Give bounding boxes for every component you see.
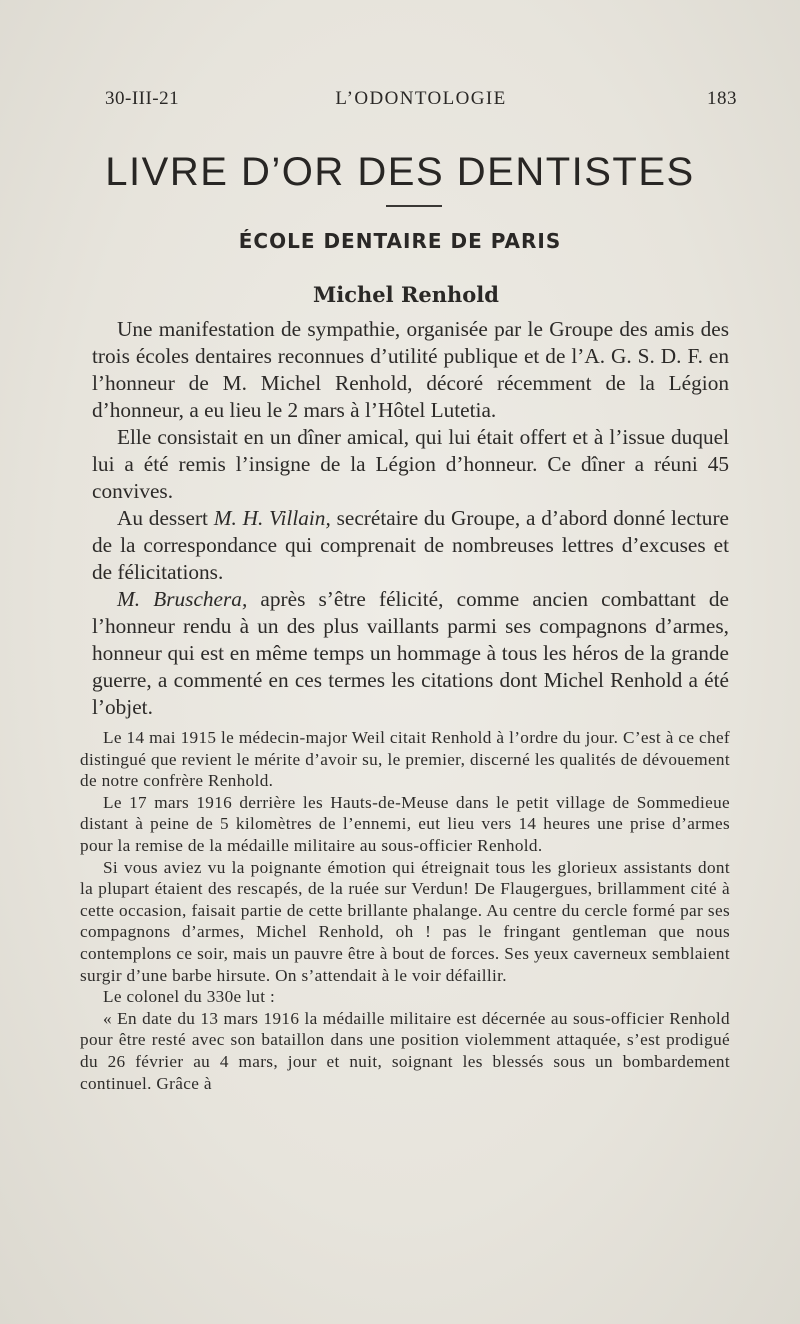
paragraph-text: après s’être félicité, comme ancien combattant de l’honneur rendu à un des plus vaillants parmi ses compagnons d’armes, honneur qui est en même temps un hommage à tous les héros de la grande guerre, a commenté en ces termes les citations dont Michel Renhold a été l’objet. xyxy=(92,587,730,719)
journal-name: L’ODONTOLOGIE xyxy=(335,88,507,109)
quote-paragraph: Si vous aviez vu la poignante émotion qui étreignait tous les glorieux assistants dont la plupart étaient des rescapés, de la ruée sur Verdun! De Flaugergues, brillamment cité à cette occasion, faisait partie de cette brillante phalange. Au centre du cercle formé par ses compagnons d’armes, Michel Renhold, oh ! pas le fringant gentleman que nous contemplons ce soir, mais un pauvre être à bout de forces. Ses yeux caverneux semblaient surgir d’une barbe hirsute. On s’attendait à le voir défaillir. xyxy=(80,857,730,985)
speaker-name: M. Bruschera, xyxy=(117,587,248,611)
paragraph-text: secrétaire du Groupe, a d’abord donné lecture de la correspondance qui comprenait de nombreuses lettres d’excuses et de félicitations. xyxy=(92,506,729,584)
section-heading: ÉCOLE DENTAIRE DE PARIS xyxy=(238,229,562,253)
quote-paragraph: Le colonel du 330e lut : xyxy=(103,987,276,1007)
paragraph-text: Elle consistait en un dîner amical, qui lui était offert et à l’issue duquel lui a été remis l’insigne de la Légion d’honneur. Ce dîner a réuni 45 convives. xyxy=(92,425,729,503)
paragraph xyxy=(92,586,729,721)
quote-paragraph: Le 14 mai 1915 le médecin-major Weil citait Renhold à l’ordre du jour. C’est à ce chef distingué que revient le mérite d’avoir su, le premier, discerné les qualités de dévouement de notre confrère Renhold. xyxy=(80,728,730,791)
subsection-heading: Michel Renhold xyxy=(313,282,499,307)
paragraph-text: Une manifestation de sympathie, organisée par le Groupe des amis des trois écoles dentaires reconnues d’utilité publique et de l’A. G. S. D. F. en l’honneur de M. Michel Renhold, décoré récemment de la Légion d’honneur, a eu lieu le 2 mars à l’Hôtel Lutetia. xyxy=(92,317,729,422)
page-title: LIVRE D’OR DES DENTISTES xyxy=(105,150,695,194)
citation-quote xyxy=(80,727,730,1094)
speaker-name: M. H. Villain, xyxy=(213,506,331,530)
paragraph xyxy=(92,316,729,424)
page-number: 183 xyxy=(707,88,737,109)
issue-date: 30-III-21 xyxy=(105,88,180,109)
running-header xyxy=(105,88,737,116)
title-divider xyxy=(386,205,442,207)
article-body xyxy=(92,316,729,721)
paragraph-lead: Au dessert xyxy=(117,506,214,530)
paragraph xyxy=(92,505,729,586)
quote-paragraph: « En date du 13 mars 1916 la médaille militaire est décernée au sous-officier Renhold pour être resté avec son bataillon dans une position violemment attaquée, s’est prodigué du 26 février au 4 mars, jour et nuit, soignant les blessés sous un bombardement continuel. Grâce à xyxy=(80,1008,730,1093)
paragraph xyxy=(92,424,729,505)
quote-paragraph: Le 17 mars 1916 derrière les Hauts-de-Meuse dans le petit village de Sommedieue distant à peine de 5 kilomètres de l’ennemi, eut lieu vers 14 heures une prise d’armes pour la remise de la médaille militaire au sous-officier Renhold. xyxy=(80,792,730,855)
